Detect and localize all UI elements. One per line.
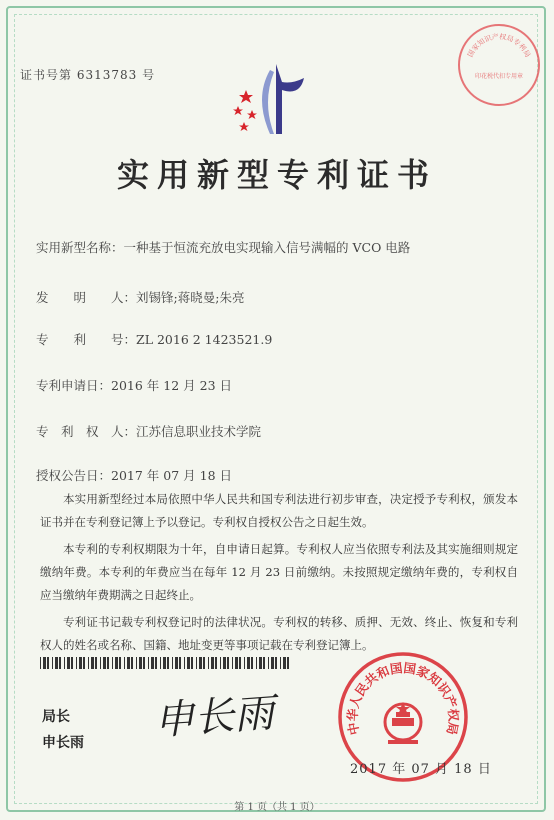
certificate-title: 实用新型专利证书: [116, 156, 437, 194]
svg-text:申长雨: 申长雨: [152, 690, 276, 744]
national-emblem-icon: [385, 702, 421, 744]
seal-text: 中华人民共和国国家知识产权局: [344, 660, 462, 737]
signatory-name: 申长雨: [42, 735, 84, 751]
svg-text:国家知识产权局专利局: [465, 32, 531, 59]
field-utility-model-name: 实用新型名称：一种基于恒流充放电实现输入信号满幅的 VCO 电路: [36, 240, 411, 255]
field-grant-date: 授权公告日：2017 年 07 月 18 日: [36, 468, 233, 483]
body-paragraph: 本实用新型经过本局依照中华人民共和国专利法进行初步审查，决定授予专利权，颁发本证书并在专利登记簿上予以登记。专利权自授权公告之日起生效。: [40, 492, 518, 529]
certificate-body: [40, 488, 518, 661]
field-application-date: 专利申请日：2016 年 12 月 23 日: [36, 378, 233, 393]
small-seal-inner-text: 印花税代扣专用章: [474, 73, 524, 80]
seal-date: 2017 年 07 月 18 日: [350, 762, 492, 777]
handwritten-signature: [148, 686, 288, 744]
page-footer: 第 1 页（共 1 页）: [234, 802, 320, 813]
barcode: [40, 657, 294, 669]
field-patentee: 专 利 权 人：江苏信息职业技术学院: [36, 424, 262, 439]
cnipa-emblem-icon: [230, 60, 320, 140]
body-paragraph: 专利证书记载专利权登记时的法律状况。专利权的转移、质押、无效、终止、恢复和专利权人的姓名或名称、国籍、地址变更等事项记载在专利登记簿上。: [40, 615, 518, 652]
field-inventors: 发 明 人：刘锡锋;蒋晓曼;朱亮: [36, 290, 245, 305]
signatory-role: 局长: [42, 709, 70, 725]
tax-stamp-seal: [456, 22, 542, 108]
body-paragraph: 本专利的专利权期限为十年，自申请日起算。专利权人应当依照专利法及其实施细则规定缴纳年费。本专利的年费应当在每年 12 月 23 日前缴纳。未按照规定缴纳年费的，专利权自应当缴纳年费期满之日起终止。: [40, 542, 518, 602]
certificate-number: 证书号第 6313783 号: [20, 68, 156, 82]
small-seal-text: 国家知识产权局专利局: [466, 32, 532, 59]
field-patent-number: 专 利 号：ZL 2016 2 1423521.9: [36, 332, 273, 347]
